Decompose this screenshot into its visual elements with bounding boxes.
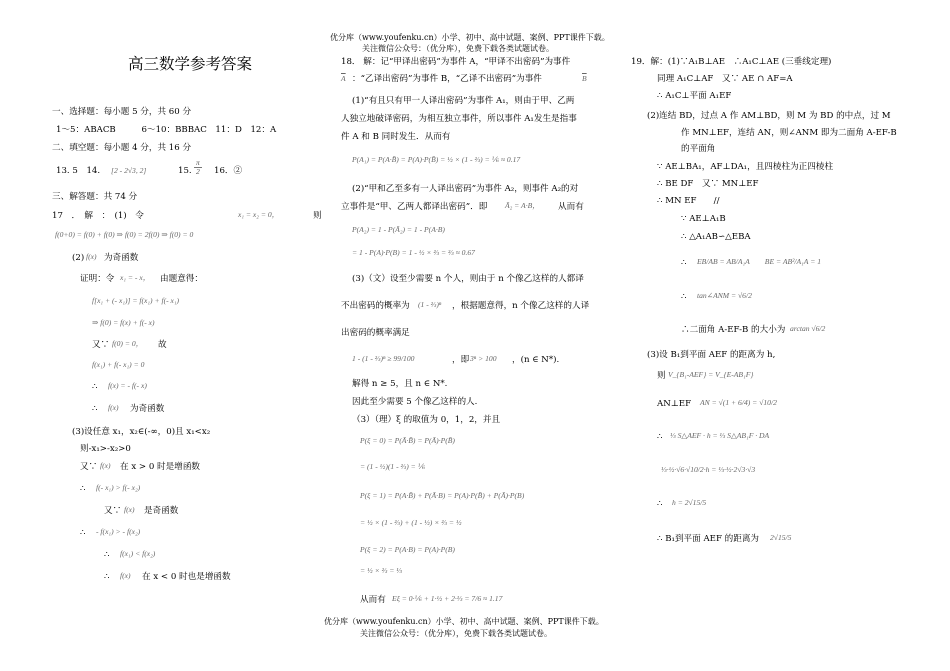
q18-2-b-eq: Ā₂ = A·B， xyxy=(505,201,540,210)
q17-line-a-eq: x₁ = x₂ = 0， xyxy=(238,210,280,219)
q19-2-k-eq: arctan √6/2 xyxy=(790,324,826,333)
q19-2-a: (2)连结 BD，过点 A 作 AM⊥BD，则 M 为 BD 的中点，过 M xyxy=(647,111,891,121)
q17-part3-c: 又∵ xyxy=(80,462,98,472)
q17-line-a: 17 ． 解 ： (1) 令 xyxy=(52,211,144,221)
q17-part2-t: 为奇函数 xyxy=(104,253,139,263)
q19-3-e: ⅓·½·√6·√10/2·h = ⅓·½·2√3·√3 xyxy=(661,465,756,474)
q17-line-h-t: 为奇函数 xyxy=(130,404,165,414)
q18-1-a: (1)“有且只有甲一人译出密码”为事件 A₁，则由于甲、乙两 xyxy=(352,96,575,106)
q19-3-b: 则 xyxy=(657,371,666,381)
q19-2-g: ∵ AE⊥A₁B xyxy=(681,214,726,224)
q17-part3-e: 又∵ xyxy=(104,506,122,516)
q17-part3-h-s: ∴ xyxy=(104,572,110,582)
q18-2-a: (2)“甲和乙至多有一人译出密码”为事件 A₂，则事件 A₂的对 xyxy=(352,184,579,194)
q19-3-g: ∴ B₁到平面 AEF 的距离为 xyxy=(657,534,760,544)
q17-part3-c-t: 在 x > 0 时是增函数 xyxy=(120,462,201,472)
q18-e6: = ½ × ⅔ = ⅓ xyxy=(360,566,402,575)
q17-part3-e-f: f(x) xyxy=(124,505,135,514)
q18-1-eq: P(A₁) = P(A·B̄) = P(A)·P(B̄) = ½ × (1 - ⅔) = ⅙ ≈ 0.17 xyxy=(352,155,521,164)
q19-2-c: 的平面角 xyxy=(681,144,716,154)
q19-line-b: 同理 A₁C⊥AF 又∵ AE ∩ AF=A xyxy=(657,74,793,84)
q18-2-eq1: P(A₂) = 1 - P(Ā₂) = 1 - P(A·B) xyxy=(352,225,445,234)
q17-line-g-s: ∴ xyxy=(92,382,98,392)
q18-line-b: ：“乙译出密码”为事件 B，“乙译不出密码”为事件 xyxy=(352,74,542,84)
q19-line-c: ∴ A₁C⊥平面 A₁EF xyxy=(657,91,732,101)
q18-bbar: $\overline{B}$ xyxy=(582,74,587,83)
footer-line-2: 关注微信公众号：（优分库），免费下载各类试题试卷。 xyxy=(360,629,552,638)
q19-line-a: 19．解：(1)∵A₁B⊥AE ∴A₁C⊥AE (三垂线定理) xyxy=(631,57,832,67)
q19-2-d: ∵ AE⊥BA₁，AF⊥DA₁，且四棱柱为正四棱柱 xyxy=(657,162,834,172)
q19-2-k: ∴二面角 A-EF-B 的大小为 xyxy=(681,325,786,335)
q17-part3-g: f(x₁) < f(x₂) xyxy=(120,549,156,558)
fill-13-14: 13. 5 14. xyxy=(56,166,101,176)
q18-abar: $\overline{A}$ xyxy=(341,74,346,83)
q17-part2: (2) xyxy=(72,253,85,263)
q18-3-c: 出密码的概率满足 xyxy=(341,328,410,338)
q18-3-a: (3)（文）设至少需要 n 个人，则由于 n 个像乙这样的人都译 xyxy=(352,274,584,284)
q17-part3-d: f(- x₁) > f(- x₂) xyxy=(96,483,141,492)
section-solve: 三、解答题：共 74 分 xyxy=(52,192,138,202)
q19-2-h: ∴ △A₁AB∽△EBA xyxy=(681,232,751,242)
q19-3-f: h = 2√15/5 xyxy=(672,498,707,507)
q19-2-j-s: ∴ xyxy=(681,292,687,302)
q17-line-e-t: 故 xyxy=(158,340,167,350)
q18-e5: P(ξ = 2) = P(A·B) = P(A)·P(B) xyxy=(360,545,455,554)
q17-line-h-s: ∴ xyxy=(92,404,98,414)
q18-1-b: 人独立地破译密码，为相互独立事件，所以事件 A₁发生是指事 xyxy=(341,114,577,124)
q19-2-b: 作 MN⊥EF，连结 AN，则∠ANM 即为二面角 A-EF-B xyxy=(681,128,897,138)
q19-3-d: ⅓ S△AEF · h = ⅓ S△AB₁F · DA xyxy=(670,431,770,440)
q17-part3-f: - f(x₁) > - f(x₂) xyxy=(96,527,141,536)
q17-proof-eq: x₁ = - x， xyxy=(120,273,151,282)
q17-line-a-end: 则 xyxy=(313,211,322,221)
q18-e2: = (1 - ½)(1 - ⅔) = ⅙ xyxy=(360,462,426,471)
page-title: 高三数学参考答案 xyxy=(128,55,253,73)
q19-2-i-s: ∴ xyxy=(681,258,687,268)
q17-part3-h-t: 在 x < 0 时也是增函数 xyxy=(142,572,231,582)
q17-part3-h-f: f(x) xyxy=(120,571,131,580)
q18-1-c: 件 A 和 B 同时发生．从而有 xyxy=(341,132,451,142)
header-line-2: 关注微信公众号：（优分库），免费下载各类试题试卷。 xyxy=(362,44,554,53)
q17-part3-c-f: f(x) xyxy=(100,461,111,470)
q18-e4: = ½ × (1 - ⅔) + (1 - ½) × ⅔ = ½ xyxy=(360,518,462,527)
q18-final-eq: Eξ = 0·⅙ + 1·½ + 2·⅓ = 7/6 ≈ 1.17 xyxy=(392,594,503,603)
q18-3-d: 解得 n ≥ 5，且 n ∈ N*. xyxy=(352,379,448,389)
q17-proof: 证明：令 xyxy=(80,274,115,284)
q18-3-b: 不出密码的概率为 xyxy=(341,301,410,311)
fill-15-num: π xyxy=(196,158,200,167)
q17-line-c: f[x₁ + (- x₁)] = f(x₁) + f(- x₁) xyxy=(92,296,180,305)
footer-line-1: 优分库（www.youfenku.cn）小学、初中、高中试题、案例、PPT课件下载。 xyxy=(324,617,604,626)
fill-15-den: 2 xyxy=(196,166,200,176)
fill-14-answer: [2 - 2√3, 2] xyxy=(111,166,147,175)
section-fill: 二、填空题：每小题 4 分，共 16 分 xyxy=(52,143,192,153)
q18-3-f: （3）（理）ξ 的取值为 0，1，2，并且 xyxy=(352,415,501,425)
q18-3-eq-c: ，(n ∈ N*). xyxy=(512,355,560,365)
q18-e3: P(ξ = 1) = P(A·B̄) + P(Ā·B) = P(A)·P(B̄) + P(Ā)·P(B) xyxy=(360,491,525,500)
q17-part3-e-t: 是奇函数 xyxy=(144,506,179,516)
q19-3-g-eq: 2√15/5 xyxy=(770,533,792,542)
q17-line-e: 又∵ xyxy=(92,340,110,350)
q19-3-a: (3)设 B₁到平面 AEF 的距离为 h, xyxy=(647,350,776,360)
q19-3-f-s: ∴ xyxy=(657,499,663,509)
choice-answers: 1～5：ABACB 6～10：BBBAC 11：D 12：A xyxy=(56,125,277,135)
fill-15-label: 15. xyxy=(178,166,192,176)
q17-proof-t: 由题意得： xyxy=(160,274,203,284)
q17-part3-g-s: ∴ xyxy=(104,550,110,560)
q17-part3-d-s: ∴ xyxy=(80,484,86,494)
q19-3-d-s: ∴ xyxy=(657,432,663,442)
fill-16: 16．② xyxy=(214,166,243,176)
q19-2-f: ∴ MN EF // xyxy=(657,196,720,206)
q17-part3-b: 则-x₁>-x₂>0 xyxy=(80,444,131,454)
q19-2-e: ∴ BE DF 又∵ MN⊥EF xyxy=(657,179,759,189)
q19-3-b-eq: V_{B₁-AEF} = V_{E-AB₁F} xyxy=(668,370,754,379)
q18-3-b-t: ，根据题意得，n 个像乙这样的人译 xyxy=(452,301,590,311)
q17-part3-f-s: ∴ xyxy=(80,528,86,538)
header-line-1: 优分库（www.youfenku.cn）小学、初中、高中试题、案例、PPT课件下载。 xyxy=(330,33,610,42)
q18-2-b: 立事件是“甲、乙两人都译出密码”．即 xyxy=(341,202,488,212)
q17-line-b: f(0+0) = f(0) + f(0) ⇒ f(0) = 2f(0) ⇒ f(0) = 0 xyxy=(55,230,194,239)
fill-15-answer xyxy=(194,159,202,176)
q17-line-h-f: f(x) xyxy=(108,403,119,412)
q17-line-d: ⇒ f(0) = f(x) + f(- x) xyxy=(92,318,155,327)
q18-3-e: 因此至少需要 5 个像乙这样的人. xyxy=(352,397,478,407)
q18-3-b-eq: (1 - ⅔)ⁿ xyxy=(418,300,442,309)
q17-part2-f: f(x) xyxy=(86,252,97,261)
q19-2-j: tan∠ANM = √6/2 xyxy=(697,291,752,300)
q18-final: 从而有 xyxy=(360,595,386,605)
q19-3-c: AN⊥EF xyxy=(657,399,692,409)
q17-part3: (3)设任意 x₁，x₂∈(-∞，0)且 x₁<x₂ xyxy=(72,427,211,437)
q18-2-eq2: = 1 - P(A)·P(B) = 1 - ½ × ⅔ = ⅔ ≈ 0.67 xyxy=(352,248,475,257)
q17-line-e-f: f(0) = 0， xyxy=(112,339,144,348)
q19-2-i: EB/AB = AB/A₁A BE = AB²/A₁A = 1 xyxy=(697,257,822,266)
q17-line-g: f(x) = - f(- x) xyxy=(108,381,147,390)
section-choice: 一、选择题：每小题 5 分，共 60 分 xyxy=(52,107,192,117)
q18-3-eq-b: 3ⁿ > 100 xyxy=(470,354,497,363)
q18-3-eq-t: ，即 xyxy=(452,355,470,365)
q19-3-c-eq: AN = √(1 + 6/4) = √10/2 xyxy=(700,398,777,407)
q18-e1: P(ξ = 0) = P(Ā·B̄) = P(Ā)·P(B̄) xyxy=(360,436,455,445)
q18-3-eq: 1 - (1 - ⅔)ⁿ ≥ 99/100 xyxy=(352,354,415,363)
q17-line-f: f(x₁) + f(- x₁) = 0 xyxy=(92,360,145,369)
q18-line-a: 18． 解：记“甲译出密码”为事件 A，“甲译不出密码”为事件 xyxy=(341,57,571,67)
q18-2-b-t: 从而有 xyxy=(558,202,584,212)
